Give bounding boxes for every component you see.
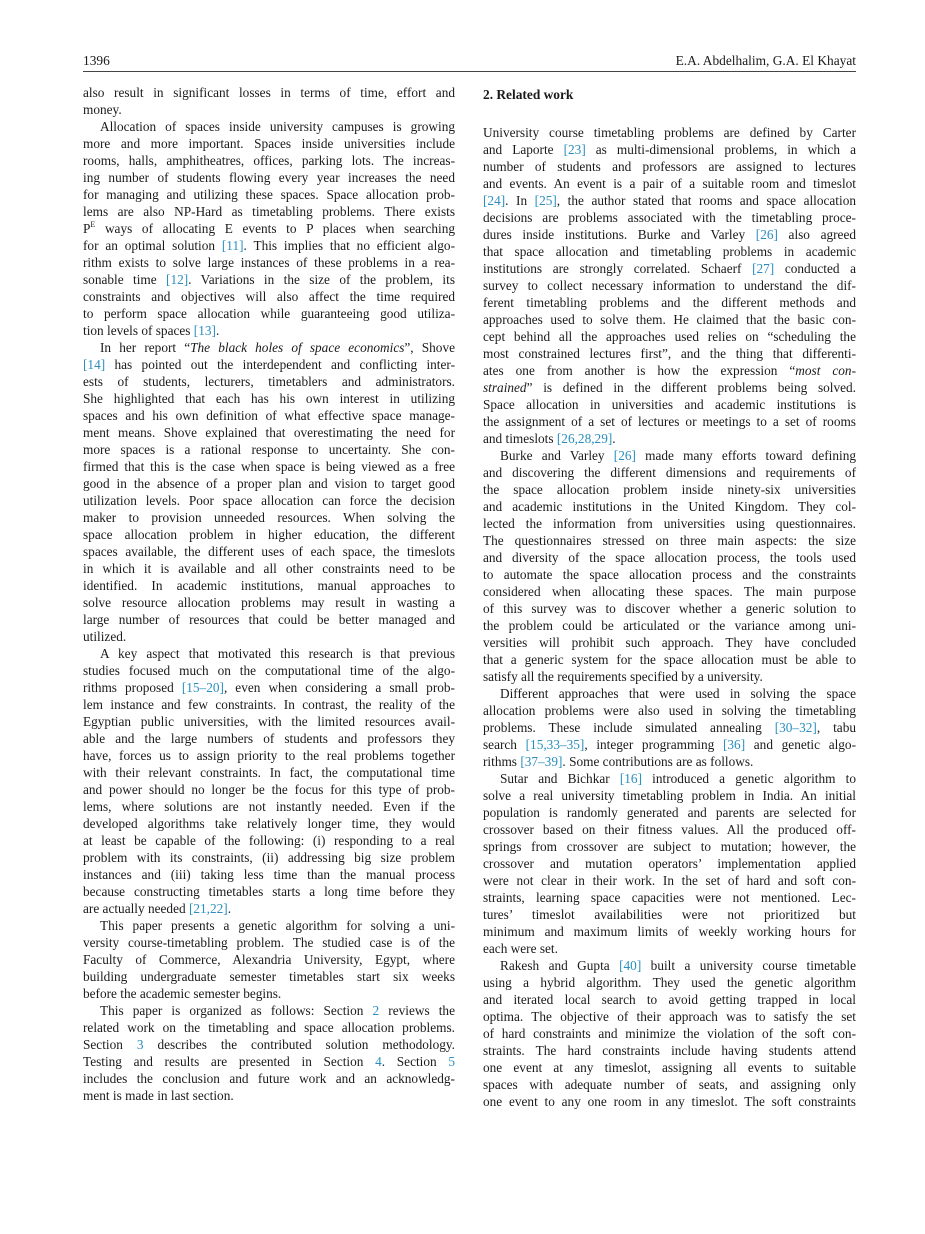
section-heading: 2. Related work — [483, 87, 574, 102]
text-line: at least be capable of the following: (i) responding to a real — [83, 833, 455, 848]
text-line: to perform space allocation while guaranteeing good utiliza- — [83, 306, 455, 321]
text-line: crossover and mutation operators’ implementation applied — [483, 856, 856, 871]
text-line: are actually needed [21,22]. — [83, 901, 232, 916]
text-line: lems, where solutions are not instantly needed. Even if the — [83, 799, 455, 814]
text-line: of hard constraints and minimize the violation of the soft con- — [483, 1026, 856, 1041]
text-line: strained” is defined in the different problems being solved. — [483, 380, 856, 395]
citation-link[interactable]: 5 — [448, 1054, 456, 1069]
text-line: for managing and utilizing these spaces. Space allocation prob- — [83, 187, 455, 202]
citation-link[interactable]: [24] — [483, 193, 506, 208]
text-line: minimum and maximum limits of weekly working hours for — [483, 924, 856, 939]
text-line: large number of resources that could be better managed and — [83, 612, 455, 627]
text-line: dures inside institutions. Burke and Varley [26] also agreed — [483, 227, 856, 242]
text-line: considered when allocating these spaces. The main purpose — [483, 584, 856, 599]
text-line: Testing and results are presented in Section 4. Section 5 — [83, 1054, 456, 1069]
citation-link[interactable]: [26] — [755, 227, 778, 242]
text-line: and diversity of the space allocation process, the tools used — [483, 550, 856, 565]
citation-link[interactable]: [11] — [221, 238, 244, 253]
text-line: rithms proposed [15–20], even when considering a small prob- — [83, 680, 455, 695]
citation-link[interactable]: [37–39] — [520, 754, 563, 769]
citation-link[interactable]: [26,28,29] — [556, 431, 613, 446]
italic-text: The black holes of space economics — [190, 340, 405, 355]
text-line: spaces and his own definition of what effective space manage- — [83, 408, 455, 423]
superscript: E — [90, 220, 96, 229]
citation-link[interactable]: [21,22] — [188, 901, 228, 916]
text-line: rooms, halls, amphitheatres, offices, parking lots. The increas- — [83, 153, 455, 168]
text-line: ing number of students flowing every year increases the need — [83, 170, 455, 185]
text-line: studies focused much on the computational time of the algo- — [83, 663, 455, 678]
text-line: because constructing timetables starts a long time before they — [83, 884, 455, 899]
italic-text: strained — [483, 380, 527, 395]
text-line: the assignment of a set of lectures or meetings to a set of rooms — [483, 414, 856, 429]
text-line: tures’ timeslot availabilities were not prioritized but — [483, 907, 856, 922]
text-line: identified. In academic institutions, manual approaches to — [83, 578, 455, 593]
text-line: optima. The objective of their approach was to satisfy the set — [483, 1009, 856, 1024]
paragraph — [483, 447, 856, 685]
citation-link[interactable]: 4 — [375, 1054, 382, 1069]
citation-link[interactable]: [30–32] — [774, 720, 817, 735]
text-line: straints. The hard constraints include having students attend — [483, 1043, 856, 1058]
citation-link[interactable]: [40] — [619, 958, 642, 973]
citation-link[interactable]: [15–20] — [181, 680, 224, 695]
citation-link[interactable]: [23] — [563, 142, 586, 157]
text-line: with their relevant constraints. In fact, the computational time — [83, 765, 455, 780]
text-line: rithm exists to solve large instances of these problems in a rea- — [83, 255, 455, 270]
paragraph — [83, 645, 455, 917]
text-line: problem with its constraints, (ii) addressing big size problem — [83, 850, 455, 865]
text-line: [24]. In [25], the author stated that rooms and space allocation — [483, 193, 856, 208]
text-line: related work on the timetabling and space allocation problems. — [83, 1020, 455, 1035]
page-number: 1396 — [83, 53, 110, 68]
text-line: $P^E$ ways of allocating E events to P places when searching — [83, 220, 455, 236]
text-line: Space allocation in universities and academic institutions is — [483, 397, 856, 412]
text-line: tion levels of spaces [13]. — [83, 323, 220, 338]
text-line: spaces with adequate number of seats, and assigning only — [483, 1077, 856, 1092]
text-line: to automate the space allocation process and the constraints — [483, 567, 856, 582]
paragraph — [83, 339, 455, 645]
text-line: search [15,33–35], integer programming [36] and genetic algo- — [483, 737, 857, 752]
text-line: developed algorithms take relatively longer time, they would — [83, 816, 455, 831]
text-line: versity course-timetabling problem. The studied case is of the — [83, 935, 455, 950]
citation-link[interactable]: 3 — [136, 1037, 144, 1052]
text-line: The questionnaires stressed on three main aspects: the size — [483, 533, 856, 548]
text-line: rithms [37–39]. Some contributions are as follows. — [483, 754, 754, 769]
text-line: ests of students, lecturers, timetablers and administrators. — [83, 374, 455, 389]
text-line: utilization levels. Poor space allocation can force the decision — [83, 493, 455, 508]
text-line: includes the conclusion and future work and an acknowledg- — [83, 1071, 455, 1086]
text-line: the problem could be articulated or the variance among uni- — [483, 618, 856, 633]
text-line: that space allocation and timetabling problems in academic — [483, 244, 856, 259]
italic-text: most con- — [795, 363, 856, 378]
text-line: good in the absence of a proper plan and vision to target good — [83, 476, 455, 491]
citation-link[interactable]: [14] — [83, 357, 106, 372]
text-line: more and more important. Spaces inside universities include — [83, 136, 455, 151]
text-line: spaces available, the different uses of each space, the timeslots — [83, 544, 455, 559]
text-line: have, forces us to assign priority to the real problems together — [83, 748, 455, 763]
text-line: each were set. — [483, 941, 558, 956]
text-line: lem instance and few constraints. In contrast, the reality of the — [83, 697, 455, 712]
citation-link[interactable]: [15,33–35] — [525, 737, 585, 752]
text-line: versities will prohibit such approach. They have concluded — [483, 635, 856, 650]
header-rule — [83, 71, 856, 72]
text-line: for an optimal solution [11]. This implies that no efficient algo- — [83, 238, 455, 253]
text-line: decisions are problems associated with the timetabling proce- — [483, 210, 856, 225]
text-line: and timeslots [26,28,29]. — [483, 431, 616, 446]
text-line: crossover based on their fitness values. All the produced off- — [483, 822, 856, 837]
text-line: lected the information from universities using questionnaires. — [483, 516, 856, 531]
text-line: Sutar and Bichkar [16] introduced a genetic algorithm to — [500, 771, 856, 786]
paragraph — [83, 917, 455, 1002]
text-line: using a hybrid algorithm. They used the genetic algorithm — [483, 975, 856, 990]
text-line: This paper is organized as follows: Section 2 reviews the — [100, 1003, 455, 1018]
citation-link[interactable]: [36] — [722, 737, 746, 752]
text-line: and iterated local search to avoid getting trapped in local — [483, 992, 856, 1007]
text-line: more spaces is a rational response to uncertainty. She con- — [83, 442, 455, 457]
text-line: solve resource allocation problems may result in wasting a — [83, 595, 455, 610]
text-line: firmed that this is the case when space is being viewed as a free — [83, 459, 455, 474]
citation-link[interactable]: [12] — [166, 272, 189, 287]
text-line: Burke and Varley [26] made many efforts toward defining — [500, 448, 856, 463]
text-line: in which it is available and all other constraints need to be — [83, 561, 455, 576]
text-line: approaches used to solve them. He claimed that the basic con- — [483, 312, 856, 327]
text-line: were not clear in their work. In the set of hard and soft con- — [483, 873, 856, 888]
text-line: In her report “The black holes of space economics”, Shove — [100, 340, 455, 355]
text-line: cept behind all the approaches used relies on “scheduling the — [483, 329, 856, 344]
text-line: and events. An event is a pair of a suitable room and timeslot — [483, 176, 856, 191]
text-line: Egyptian public universities, with the limited resources avail- — [83, 714, 455, 729]
text-line: springs from crossover are subject to mutation; however, the — [483, 839, 856, 854]
text-line: ferent timetabling problems and the different methods and — [483, 295, 856, 310]
text-line: that a generic system for the space allocation must be able to — [483, 652, 856, 667]
text-line: ment is made in last section. — [83, 1088, 234, 1103]
text-line: and power should no longer be the focus for this type of prob- — [83, 782, 455, 797]
citation-link[interactable]: 2 — [372, 1003, 380, 1018]
text-line: problems. These include simulated annealing [30–32], tabu — [483, 720, 856, 735]
text-line: number of students and professors are assigned to lectures — [483, 159, 856, 174]
text-line: the space allocation problem inside ninety-six universities — [483, 482, 856, 497]
citation-link[interactable]: [25] — [534, 193, 557, 208]
text-line: maker to provision unneeded resources. When solving the — [83, 510, 455, 525]
text-line: allocation problems were also used in solving the timetabling — [483, 703, 856, 718]
paragraph — [83, 1002, 455, 1104]
text-line: Allocation of spaces inside university campuses is growing — [100, 119, 455, 134]
text-line: lems are also NP-Hard as timetabling problems. There exists — [83, 204, 455, 219]
text-line: one event to any one room in any timeslot. The soft constraints — [483, 1094, 856, 1109]
text-line: building undergraduate semester timetables start six weeks — [83, 969, 455, 984]
text-line: satisfy all the requirements specified by a university. — [483, 669, 763, 684]
text-line: University course timetabling problems are defined by Carter — [483, 125, 856, 140]
text-line: Rakesh and Gupta [40] built a university course timetable — [500, 958, 857, 973]
text-line: also result in significant losses in terms of time, effort and — [83, 85, 455, 100]
text-line: sonable time [12]. Variations in the size of the problem, its — [83, 272, 455, 287]
paragraph — [483, 124, 856, 447]
text-line: A key aspect that motivated this research is that previous — [100, 646, 455, 661]
text-line: [14] has pointed out the interdependent and conflicting inter- — [83, 357, 455, 372]
text-line: instances and (iii) taking less time than the manual process — [83, 867, 455, 882]
text-line: and Laporte [23] as multi-dimensional problems, in which a — [483, 142, 856, 157]
text-line: Different approaches that were used in solving the space — [500, 686, 856, 701]
text-line: solve a real university timetabling problem in India. An initial — [483, 788, 856, 803]
citation-link[interactable]: [26] — [613, 448, 636, 463]
text-line: Faculty of Commerce, Alexandria University, Egypt, where — [83, 952, 455, 967]
text-line: most constrained lectures first”, and the thing that differenti- — [483, 346, 856, 361]
left-column — [83, 84, 455, 1104]
text-line: and academic institutions in the United Kingdom. They col- — [483, 499, 856, 514]
text-line: institutions are strongly correlated. Schaerf [27] conducted a — [483, 261, 857, 276]
text-line: of this survey was to discover whether a generic solution to — [483, 601, 856, 616]
text-line: money. — [83, 102, 122, 117]
citation-link[interactable]: [16] — [619, 771, 642, 786]
text-line: utilized. — [83, 629, 127, 644]
text-line: before the academic semester begins. — [83, 986, 282, 1001]
running-header-authors: E.A. Abdelhalim, G.A. El Khayat — [675, 53, 856, 68]
text-line: and discovering the different dimensions and requirements of — [483, 465, 856, 480]
text-line: ates one from another is how the expression “most con- — [483, 363, 856, 378]
paragraph — [83, 84, 455, 118]
text-line: one event at any timeslot, assigning all events to suitable — [483, 1060, 856, 1075]
citation-link[interactable]: [27] — [752, 261, 775, 276]
text-line: She highlighted that each has his own interest in utilizing — [83, 391, 455, 406]
text-line: Section 3 describes the contributed solution methodology. — [83, 1037, 455, 1052]
text-line: population is randomly generated and parents are selected for — [483, 805, 856, 820]
text-line: constraints and objectives will also affect the time required — [83, 289, 455, 304]
text-line: able and the large numbers of students and professors they — [83, 731, 455, 746]
paragraph — [83, 118, 455, 339]
paragraph — [483, 957, 856, 1110]
text-line: straints, learning space capacities were not mentioned. Lec- — [483, 890, 856, 905]
paragraph — [483, 770, 856, 957]
text-line: ment means. Shove explained that overestimating the need for — [83, 425, 455, 440]
right-column — [483, 124, 856, 1110]
paragraph — [483, 685, 856, 770]
citation-link[interactable]: [13] — [193, 323, 216, 338]
text-line: space allocation problem in higher education, the different — [83, 527, 455, 542]
text-line: This paper presents a genetic algorithm for solving a uni- — [100, 918, 455, 933]
text-line: survey to collect necessary information to understand the dif- — [483, 278, 856, 293]
